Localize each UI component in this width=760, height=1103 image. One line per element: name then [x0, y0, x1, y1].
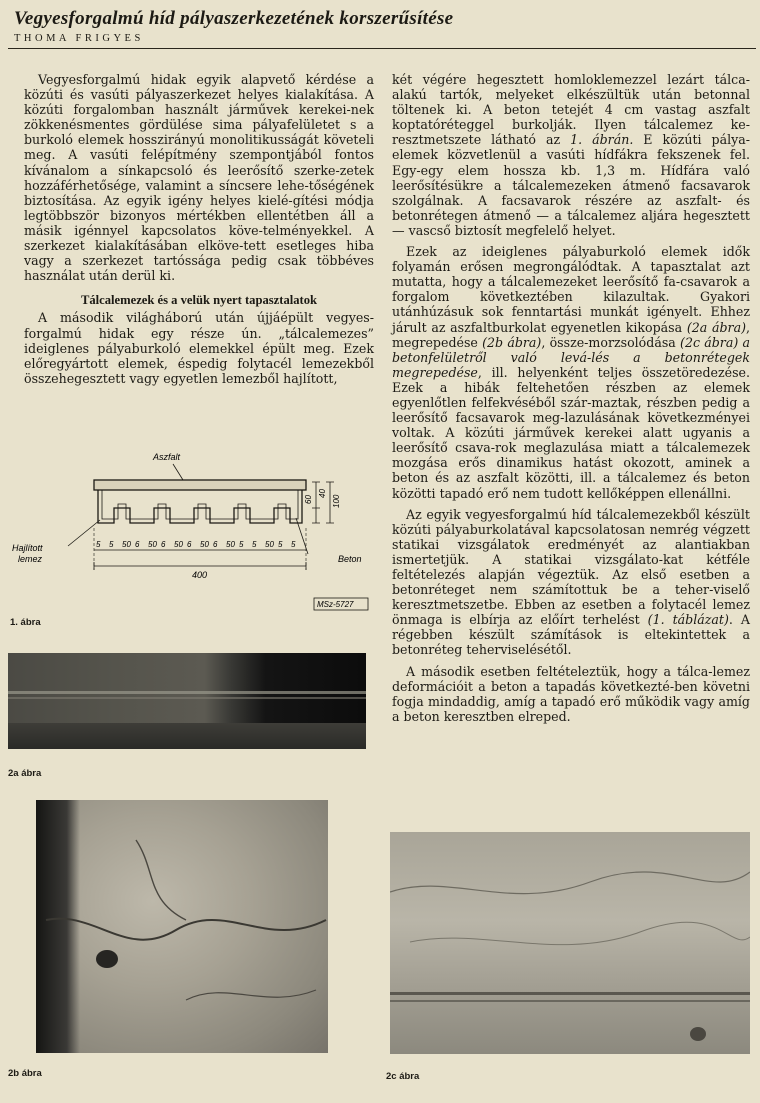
caption-figure-2c: 2c ábra: [386, 1071, 420, 1082]
right-paragraph-3: [392, 507, 750, 658]
dimension-label: 50: [265, 540, 274, 549]
text-run: . A régebben készült számítások is eltekintettek a betonréteg teherviselésétől.: [392, 612, 750, 658]
dimension-label: 6: [135, 540, 140, 549]
author-name: THOMA FRIGYES: [14, 33, 144, 44]
dimension-label: 6: [187, 540, 192, 549]
section-paragraph: A második világháború után újjáépült vegyes-forgalmú hidak egy része ún. „tálcalemezes” ideiglenes pályaburkoló elemekkel épült meg. Ezek előregyártott elemek, éspedig folytacél lemezekből összehegesztett vagy egyetlen lemezből hajlított,: [24, 310, 374, 386]
dimension-label: 5: [96, 540, 101, 549]
photo-2b: [36, 800, 328, 1053]
label-concrete: Beton: [338, 554, 362, 564]
dimension-label: 5: [109, 540, 114, 549]
right-paragraph-4: A második esetben feltételeztük, hogy a tálca-lemez deformációit a beton a tapadás következté-ben követni fogja mindaddig, amíg a tapadó erő működik vagy amíg a beton keresztben elreped.: [392, 663, 750, 724]
dimension-label: 6: [213, 540, 218, 549]
figure-reference: (2c ábra) a betonfelületről való levá-lés a betonrétegek megrepedése: [392, 334, 750, 380]
dimension-label: 5: [252, 540, 257, 549]
dimension-label: 50: [122, 540, 131, 549]
table-reference: (1. táblázat): [647, 612, 729, 628]
text-run: , megrepedése: [392, 319, 751, 350]
dimension-label: 50: [148, 540, 157, 549]
dim-60: 60: [304, 495, 313, 504]
text-run: , ill. helyenként teljes összetöredezése. Ezek a hibák feltehetően részben az elemek egyenlőtlen felfekvéséből szár-maztak, részben pedig a leerősítő facsavarok meg-lazulásának következményei voltak. A közúti járművek kerekei alatt ugyanis a leerősítő csava-rok meglazulása miatt a tálcalemezek mozgása erős dinamikus hatást okozott, aminek a beton és az aszfalt közötti, ill. a tálcalemez és beton közötti tapadó erő nem tudott kellőképpen ellenállni.: [392, 364, 750, 501]
dimension-label: 50: [174, 540, 183, 549]
crack-lines-2c: [390, 832, 750, 1054]
dimension-label: 5: [278, 540, 283, 549]
label-plate-1: Hajlított: [12, 543, 43, 553]
text-run: Ezek az ideiglenes pályaburkoló elemek idők folyamán erősen megrongálódtak. A tapasztalat azt mutatta, hogy a tálcalemezeket leerősítő fa-csavarok a forgalom következtében kilazultak. Gyakori utánhúzásuk sok fenntartási munkát igényelt. Ehhez járult az aszfaltburkolat egyenetlen kikopása: [392, 244, 750, 335]
text-run: E közúti pálya-elemek közvetlenül a vasúti hídfákra fekszenek fel. Egy-egy elem hossza kb. 1,3 m. Hídfára való leerősítésükre a tálcalemezeken átmenő facsavarok szolgálnak. A facsavarok részére az aszfalt- és betonrétegen átmenő — a tálcalemez aljára hegesztett — vascső biztosít megfelelő helyet.: [392, 132, 750, 238]
header-rule: [8, 48, 756, 49]
dim-100: 100: [332, 494, 341, 508]
photo-2a: [8, 653, 366, 749]
text-run: , össze-morzsolódása: [541, 334, 681, 350]
dim-40: 40: [318, 489, 327, 498]
dimension-label: 6: [161, 540, 166, 549]
intro-paragraph: Vegyesforgalmú hidak egyik alapvető kérdése a közúti és vasúti pályaszerkezet helyes kialakítása. A közúti forgalomban használt járművek kerekei-nek zökkenésmentes gördülése sima pályafelületet s a burkoló elemek hosszirányú monolitikusságát követeli meg. A vasúti felépítmény szempontjából fontos kívánalom a sínkapcsoló és leerősítő szerke-zetek hozzáférhetősége, valamint a síncsere lehe-tőségének biztosítása. Az egyik igény helyes kielé-gítési módja legtöbbször bizonyos mértékben ellentétben áll a másik igénnyel kapcsolatos köve-telményekkel. A szerkezet kialakításában elköve-tett esetleges hiba vagy a szerkezet tartóssága pedig csak többéves használat után derül ki.: [24, 72, 374, 284]
figure-reference: (2b ábra): [482, 334, 542, 350]
crack-lines: [36, 800, 328, 1053]
dim-total: 400: [192, 570, 208, 580]
label-plate-2: lemez: [18, 554, 43, 564]
text-run: két végére hegesztett homloklemezzel lezárt tálca-alakú tartók, melyeket elkészültük után betonnal töltenek ki. A beton tetejét 4 cm vastag aszfalt koptatóréteggel burkolják. Ilyen tálcalemez ke-resztmetszete látható az: [392, 72, 750, 148]
article-title: Vegyesforgalmú híd pályaszerkezetének korszerűsítése: [14, 8, 454, 29]
figure-1-cross-section: [8, 438, 372, 618]
label-asphalt: Aszfalt: [153, 452, 181, 462]
dimension-row: [96, 540, 296, 549]
figure-stamp: MSz-5727: [317, 600, 354, 609]
figure-reference: 1. ábrán.: [570, 132, 634, 148]
dimension-label: 5: [291, 540, 296, 549]
figure-reference: (2a ábra): [686, 319, 746, 335]
right-paragraph-2: [392, 244, 750, 501]
section-heading: Tálcalemezek és a velük nyert tapasztalatok: [80, 293, 318, 308]
text-column-left: [24, 72, 374, 392]
text-column-right: [392, 72, 750, 730]
right-paragraph-1: [392, 72, 750, 238]
caption-figure-2b: 2b ábra: [8, 1068, 42, 1079]
dimension-label: 50: [200, 540, 209, 549]
dimension-label: 5: [239, 540, 244, 549]
dimension-label: 50: [226, 540, 235, 549]
caption-figure-1: 1. ábra: [10, 617, 41, 628]
caption-figure-2a: 2a ábra: [8, 768, 42, 779]
photo-2c: [390, 832, 750, 1054]
text-run: Az egyik vegyesforgalmú híd tálcalemezekből készült közúti pályaburkolatával kapcsolatosan nemrég végzett statikai vizsgálatok eredményét az alantiakban ismertetjük. A statikai vizsgálato-kat kétféle feltételezés alapján végeztük. Az első esetben a betonréteget nem számítottuk be a teher-viselő keresztmetszetbe. Ebben az esetben a folytacél lemez önmaga is elbírja az előírt terhelést: [392, 506, 750, 628]
